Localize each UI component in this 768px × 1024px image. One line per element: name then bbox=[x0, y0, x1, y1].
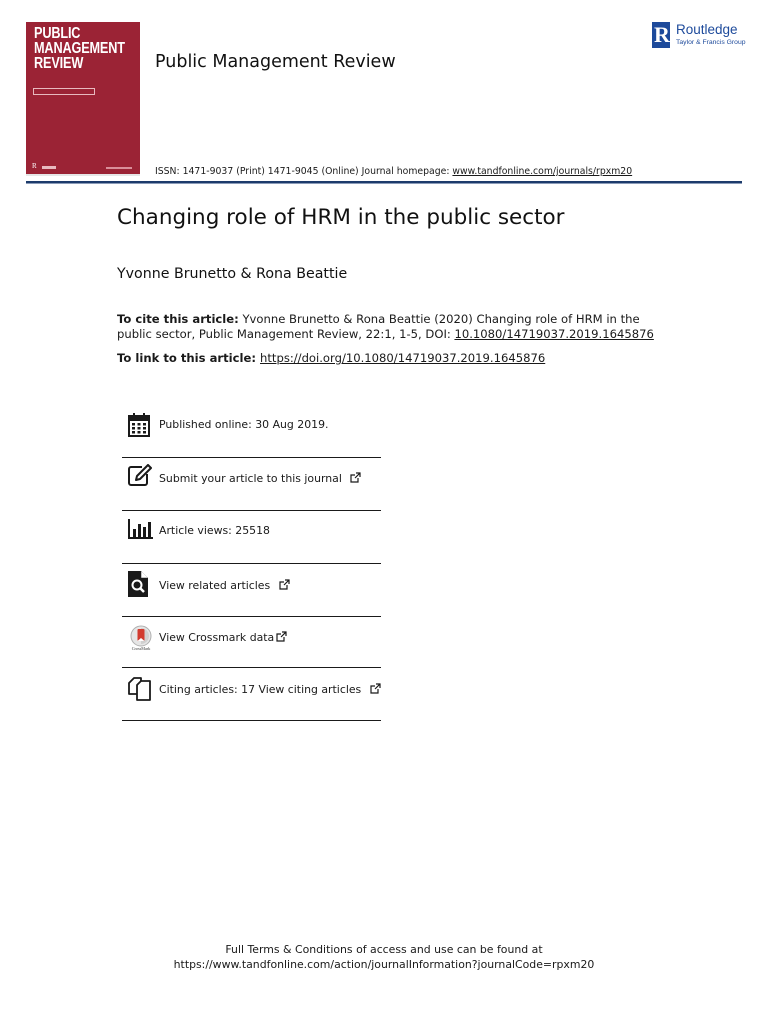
link-label: To link to this article: bbox=[117, 351, 261, 365]
journal-title: Public Management Review bbox=[155, 52, 396, 72]
divider bbox=[122, 457, 381, 458]
cover-title-line: MANAGEMENT bbox=[34, 40, 125, 57]
bar-chart-icon bbox=[128, 519, 154, 539]
footer-terms bbox=[0, 942, 768, 972]
article-url-link[interactable]: https://doi.org/10.1080/14719037.2019.1645876 bbox=[260, 351, 546, 365]
issn-line bbox=[155, 166, 632, 177]
journal-homepage-link[interactable]: www.tandfonline.com/journals/rpxm20 bbox=[452, 166, 633, 177]
divider bbox=[122, 667, 381, 668]
submit-article-link[interactable] bbox=[159, 472, 361, 485]
issn-text: ISSN: 1471-9037 (Print) 1471-9045 (Online) Journal homepage: bbox=[155, 166, 453, 177]
calendar-icon bbox=[128, 413, 150, 437]
cover-title-line: REVIEW bbox=[34, 55, 84, 72]
external-link-icon bbox=[276, 631, 287, 642]
publisher-name: Routledge bbox=[676, 22, 738, 37]
footer-terms-url[interactable]: https://www.tandfonline.com/action/journalInformation?journalCode=rpxm20 bbox=[173, 958, 595, 971]
logo-letter: R bbox=[654, 22, 670, 47]
citation-block bbox=[117, 312, 657, 342]
journal-cover-image bbox=[26, 22, 140, 176]
cover-url-bar bbox=[106, 167, 132, 169]
published-online-text: Published online: 30 Aug 2019. bbox=[159, 418, 329, 431]
divider bbox=[122, 720, 381, 721]
citing-articles-link[interactable] bbox=[159, 683, 381, 696]
routledge-logo-icon bbox=[652, 22, 670, 48]
divider bbox=[122, 510, 381, 511]
divider bbox=[122, 563, 381, 564]
citing-articles-text: Citing articles: 17 View citing articles bbox=[159, 683, 362, 696]
external-link-icon bbox=[350, 472, 361, 483]
publisher-group: Taylor & Francis Group bbox=[676, 39, 746, 46]
crossmark-label: CrossMark bbox=[131, 646, 151, 651]
publisher-logo bbox=[652, 22, 748, 50]
crossmark-link[interactable] bbox=[159, 631, 287, 644]
cover-publisher-mark: R bbox=[32, 162, 37, 170]
cite-label: To cite this article: bbox=[117, 312, 239, 326]
article-link-block bbox=[117, 351, 545, 365]
cover-title-line: PUBLIC bbox=[34, 25, 81, 42]
related-articles-text: View related articles bbox=[159, 579, 271, 592]
crossmark-icon bbox=[128, 625, 154, 651]
cover-title bbox=[34, 26, 125, 71]
cite-text: Yvonne Brunetto & Rona Beattie (2020) Changing role of HRM in the public sector, Public Management Review, 22:1, 1-5, DOI: bbox=[117, 312, 640, 341]
external-link-icon bbox=[279, 579, 290, 590]
article-authors: Yvonne Brunetto & Rona Beattie bbox=[117, 266, 348, 282]
crossmark-text: View Crossmark data bbox=[159, 631, 275, 644]
doi-link[interactable]: 10.1080/14719037.2019.1645876 bbox=[454, 327, 654, 341]
cover-issue-box bbox=[33, 88, 95, 95]
edit-icon bbox=[128, 464, 152, 486]
related-articles-link[interactable] bbox=[159, 579, 290, 592]
search-document-icon bbox=[128, 571, 148, 597]
divider bbox=[122, 616, 381, 617]
cover-bottom-line bbox=[26, 174, 140, 176]
article-views-text: Article views: 25518 bbox=[159, 524, 270, 537]
citing-articles-icon bbox=[128, 677, 152, 701]
article-title: Changing role of HRM in the public sector bbox=[117, 205, 565, 230]
header-rule-thin bbox=[26, 183, 742, 184]
footer-line: Full Terms & Conditions of access and use can be found at bbox=[225, 943, 543, 956]
cover-publisher-bar bbox=[42, 166, 56, 169]
submit-article-text: Submit your article to this journal bbox=[159, 472, 342, 485]
external-link-icon bbox=[370, 683, 381, 694]
